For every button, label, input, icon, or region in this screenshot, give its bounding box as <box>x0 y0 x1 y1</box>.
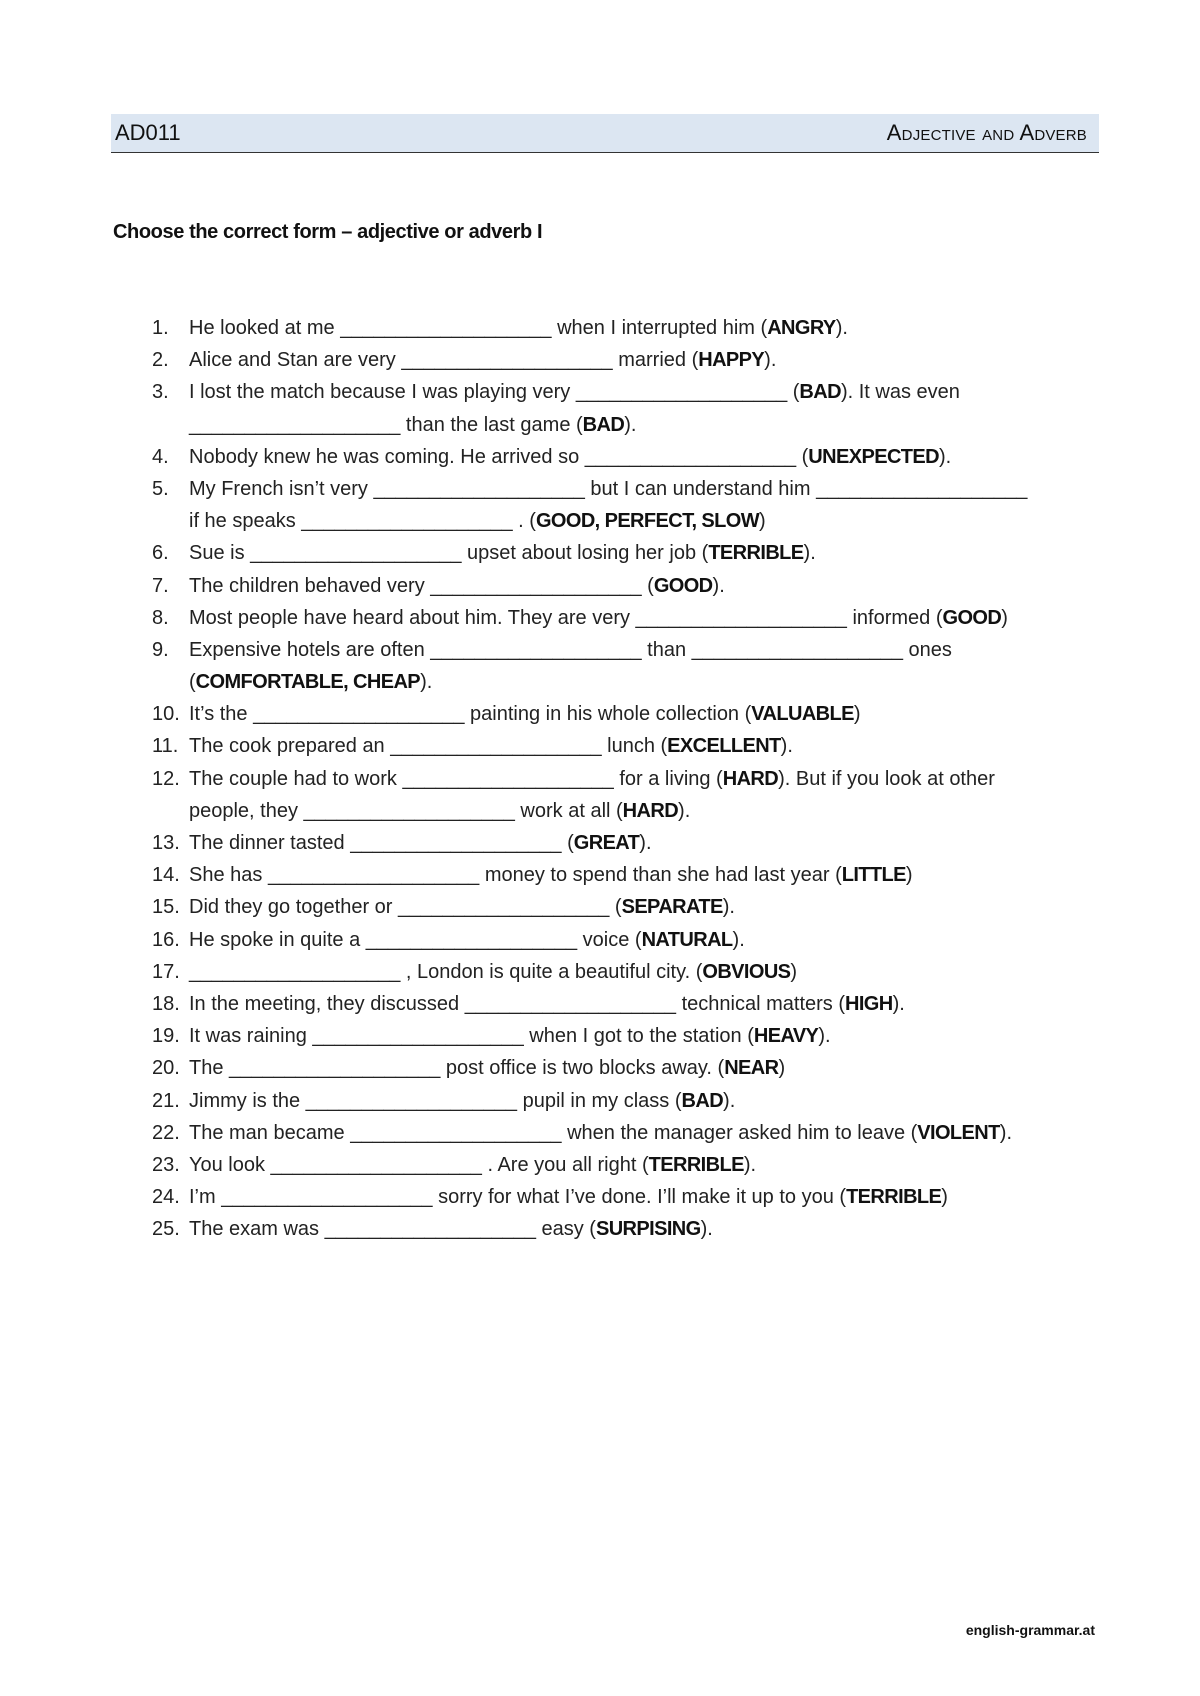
exercise-line <box>0 505 1200 537</box>
exercise-text: ___________________ than the last game (BAD). <box>189 413 637 436</box>
exercise-item <box>0 891 1200 923</box>
exercise-number: 12. <box>152 767 180 790</box>
exercise-line <box>0 1085 1200 1117</box>
exercise-number: 13. <box>152 832 180 854</box>
exercise-text: You look ___________________ . Are you all right (TERRIBLE). <box>189 1153 757 1176</box>
exercise-line <box>0 570 1200 602</box>
exercise-item <box>0 730 1200 762</box>
exercise-text: The dinner tasted ___________________ (GREAT). <box>189 832 652 854</box>
exercise-text: Nobody knew he was coming. He arrived so ___________________ (UNEXPECTED). <box>189 445 952 468</box>
exercise-text: Sue is ___________________ upset about losing her job (TERRIBLE). <box>189 542 816 565</box>
exercise-text: The man became ___________________ when the manager asked him to leave (VIOLENT). <box>189 1121 1012 1144</box>
exercise-line <box>0 1149 1200 1181</box>
exercise-item <box>0 312 1200 344</box>
exercise-number: 3. <box>152 381 169 404</box>
exercise-item <box>0 602 1200 634</box>
exercise-item <box>0 1117 1200 1149</box>
exercise-item <box>0 1052 1200 1084</box>
exercise-number: 19. <box>152 1025 180 1048</box>
exercise-line <box>0 312 1200 344</box>
exercise-item <box>0 988 1200 1020</box>
exercise-number: 10. <box>152 703 180 726</box>
exercise-number: 11. <box>152 735 179 758</box>
exercise-line <box>0 956 1200 988</box>
exercise-item <box>0 376 1200 440</box>
exercise-text: The cook prepared an ___________________ lunch (EXCELLENT). <box>189 735 793 758</box>
exercise-line <box>0 1052 1200 1084</box>
exercise-item <box>0 441 1200 473</box>
exercise-line <box>0 698 1200 730</box>
exercise-list <box>0 312 1200 1245</box>
exercise-line <box>0 344 1200 376</box>
exercise-text: In the meeting, they discussed ___________________ technical matters (HIGH). <box>189 992 905 1015</box>
exercise-item <box>0 537 1200 569</box>
exercise-line <box>0 795 1200 827</box>
exercise-number: 5. <box>152 477 169 500</box>
exercise-item <box>0 1085 1200 1117</box>
exercise-text: Alice and Stan are very ___________________ married (HAPPY). <box>189 349 777 372</box>
exercise-text: (COMFORTABLE, CHEAP). <box>189 671 433 694</box>
exercise-number: 18. <box>152 992 180 1015</box>
exercise-item <box>0 1213 1200 1245</box>
exercise-text: It was raining ___________________ when I got to the station (HEAVY). <box>189 1025 831 1048</box>
exercise-line <box>0 537 1200 569</box>
exercise-text: I lost the match because I was playing very ___________________ (BAD). It was even <box>189 381 960 404</box>
exercise-item <box>0 344 1200 376</box>
exercise-item <box>0 698 1200 730</box>
exercise-number: 23. <box>152 1153 180 1176</box>
exercise-line <box>0 1181 1200 1213</box>
exercise-line <box>0 634 1200 666</box>
exercise-number: 25. <box>152 1218 180 1241</box>
exercise-number: 1. <box>152 317 169 339</box>
exercise-line <box>0 891 1200 923</box>
exercise-text: Expensive hotels are often ___________________ than ___________________ ones <box>189 638 952 661</box>
document-code: AD011 <box>115 120 181 145</box>
exercise-line <box>0 763 1200 795</box>
exercise-number: 8. <box>152 606 169 629</box>
exercise-line <box>0 988 1200 1020</box>
exercise-text: The ___________________ post office is two blocks away. (NEAR) <box>189 1057 786 1080</box>
exercise-text: He looked at me ___________________ when I interrupted him (ANGRY). <box>189 317 848 339</box>
exercise-line <box>0 441 1200 473</box>
exercise-item <box>0 634 1200 698</box>
exercise-item <box>0 924 1200 956</box>
exercise-line <box>0 602 1200 634</box>
exercise-line <box>0 827 1200 859</box>
exercise-item <box>0 827 1200 859</box>
exercise-number: 6. <box>152 542 169 565</box>
exercise-number: 15. <box>152 896 180 919</box>
exercise-number: 16. <box>152 928 180 951</box>
exercise-number: 9. <box>152 638 169 661</box>
exercise-item <box>0 859 1200 891</box>
footer-site: english-grammar.at <box>965 1622 1095 1638</box>
exercise-item <box>0 1149 1200 1181</box>
exercise-number: 14. <box>152 864 180 887</box>
exercise-line <box>0 473 1200 505</box>
exercise-line <box>0 730 1200 762</box>
header-bar <box>111 114 1099 153</box>
exercise-number: 4. <box>152 445 169 468</box>
exercise-number: 20. <box>152 1057 180 1080</box>
exercise-text: My French isn’t very ___________________ but I can understand him ___________________ <box>189 477 1028 500</box>
exercise-line <box>0 409 1200 441</box>
exercise-text: The children behaved very ___________________ (GOOD). <box>189 574 725 597</box>
exercise-line <box>0 666 1200 698</box>
exercise-item <box>0 1020 1200 1052</box>
exercise-text: The exam was ___________________ easy (SURPISING). <box>189 1218 713 1241</box>
exercise-text: people, they ___________________ work at all (HARD). <box>189 799 691 822</box>
exercise-text: if he speaks ___________________ . (GOOD, PERFECT, SLOW) <box>189 510 766 533</box>
exercise-item <box>0 956 1200 988</box>
exercise-item <box>0 763 1200 827</box>
exercise-text: Did they go together or ___________________ (SEPARATE). <box>189 896 735 919</box>
exercise-text: The couple had to work ___________________ for a living (HARD). But if you look at other <box>189 767 995 790</box>
exercise-item <box>0 1181 1200 1213</box>
exercise-number: 7. <box>152 574 169 597</box>
exercise-number: 21. <box>152 1089 180 1112</box>
exercise-text: It’s the ___________________ painting in his whole collection (VALUABLE) <box>189 703 861 726</box>
exercise-text: Jimmy is the ___________________ pupil in my class (BAD). <box>189 1089 736 1112</box>
exercise-item <box>0 570 1200 602</box>
exercise-text: He spoke in quite a ___________________ voice (NATURAL). <box>189 928 745 951</box>
document-category: Adjective and Adverb <box>886 120 1087 145</box>
exercise-text: Most people have heard about him. They are very ___________________ informed (GOOD) <box>189 606 1008 629</box>
exercise-line <box>0 1020 1200 1052</box>
exercise-number: 2. <box>152 349 169 372</box>
exercise-text: She has ___________________ money to spend than she had last year (LITTLE) <box>189 864 913 887</box>
exercise-line <box>0 859 1200 891</box>
exercise-title: Choose the correct form – adjective or adverb I <box>113 221 543 243</box>
exercise-number: 17. <box>152 960 180 983</box>
exercise-line <box>0 376 1200 408</box>
exercise-text: ___________________ , London is quite a beautiful city. (OBVIOUS) <box>189 960 798 983</box>
exercise-number: 24. <box>152 1186 180 1209</box>
exercise-line <box>0 924 1200 956</box>
exercise-line <box>0 1213 1200 1245</box>
exercise-text: I’m ___________________ sorry for what I’ve done. I’ll make it up to you (TERRIBLE) <box>189 1186 948 1209</box>
exercise-item <box>0 473 1200 537</box>
exercise-number: 22. <box>152 1121 180 1144</box>
exercise-line <box>0 1117 1200 1149</box>
